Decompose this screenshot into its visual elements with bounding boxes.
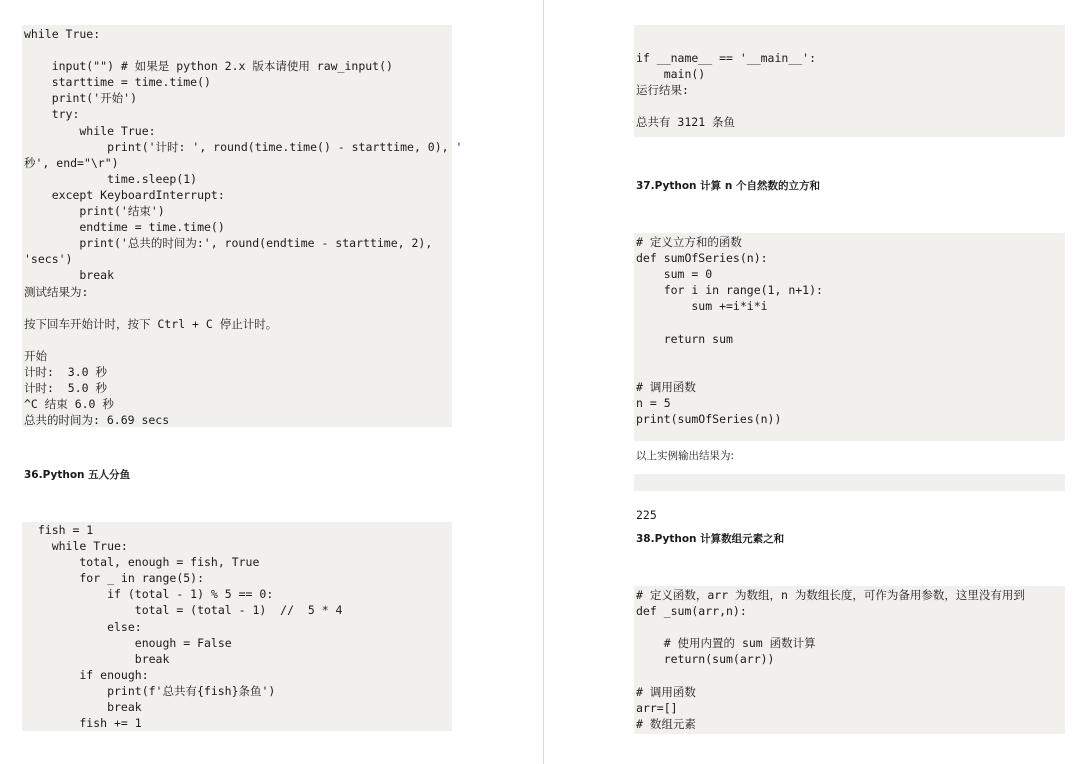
code-line: break	[24, 700, 142, 715]
code-line: while True:	[24, 27, 101, 41]
code-block-fish	[22, 522, 452, 731]
heading-38-array-sum: 38.Python 计算数组元素之和	[636, 533, 785, 545]
code-line: ^C 结束 6.0 秒	[24, 397, 114, 412]
code-line: 总共有 3121 条鱼	[636, 115, 736, 130]
code-line: break	[24, 651, 170, 666]
code-line: n = 5	[636, 395, 671, 410]
code-line: 开始	[24, 348, 47, 363]
code-block-timer	[22, 25, 463, 428]
code-line: for i in range(1, n+1):	[636, 283, 823, 298]
code-line: # 数组元素	[636, 716, 696, 731]
output-note: 以上实例输出结果为:	[636, 450, 735, 462]
code-line: return(sum(arr))	[636, 652, 775, 667]
code-line: for _ in range(5):	[24, 571, 205, 586]
code-line: total = (total - 1) // 5 * 4	[24, 603, 343, 618]
code-line: sum = 0	[636, 267, 713, 282]
code-line: 运行结果:	[636, 83, 689, 98]
code-line: while True:	[24, 123, 156, 138]
code-line: print('计时: ', round(time.time() - starttime, 0), '	[24, 139, 463, 154]
code-block-cube-sum	[634, 233, 1065, 441]
code-line: # 定义函数，arr 为数组，n 为数组长度，可作为备用参数，这里没有用到	[636, 588, 1025, 602]
code-line	[24, 42, 448, 58]
code-line: print(f'总共有{fish}条鱼')	[24, 683, 276, 698]
code-line: enough = False	[24, 635, 232, 650]
code-line	[636, 619, 1061, 635]
code-line: break	[24, 268, 115, 283]
code-line: def _sum(arr,n):	[636, 604, 747, 619]
code-line: sum +=i*i*i	[636, 299, 768, 314]
code-line: 总共的时间为: 6.69 secs	[24, 413, 170, 428]
code-line: endtime = time.time()	[24, 220, 225, 235]
code-block-array-sum	[634, 586, 1065, 734]
code-line: total, enough = fish, True	[24, 555, 260, 570]
code-line: print('结束')	[24, 204, 165, 219]
code-line: 按下回车开始计时，按下 Ctrl + C 停止计时。	[24, 316, 278, 331]
code-line: fish = 1	[24, 523, 94, 537]
code-line: else:	[24, 619, 142, 634]
heading-37-cube-sum: 37.Python 计算 n 个自然数的立方和	[636, 180, 820, 192]
code-line: arr=[]	[636, 700, 678, 715]
code-line: 'secs')	[24, 252, 73, 267]
code-line: except KeyboardInterrupt:	[24, 187, 225, 202]
code-block-main-result	[634, 25, 1065, 137]
output-value: 225	[636, 508, 657, 523]
code-line: main()	[636, 67, 706, 82]
code-line	[636, 314, 1061, 330]
code-line: # 调用函数	[636, 379, 696, 394]
code-line: # 定义立方和的函数	[636, 235, 742, 249]
code-line	[24, 332, 448, 348]
code-line: 计时: 3.0 秒	[24, 364, 107, 379]
output-block	[634, 474, 1065, 523]
code-line	[24, 300, 448, 316]
code-line: fish += 1	[24, 716, 142, 731]
code-line: try:	[24, 107, 80, 122]
code-line: time.sleep(1)	[24, 171, 198, 186]
code-line	[636, 667, 1061, 683]
code-line	[636, 347, 1061, 363]
code-line: if __name__ == '__main__':	[636, 51, 817, 66]
code-line	[636, 98, 1061, 114]
code-line: # 使用内置的 sum 函数计算	[636, 636, 816, 651]
code-line: input("") # 如果是 python 2.x 版本请使用 raw_input()	[24, 59, 393, 74]
heading-36-five-people-fish: 36.Python 五人分鱼	[24, 469, 131, 481]
code-line: if (total - 1) % 5 == 0:	[24, 587, 274, 602]
code-line: def sumOfSeries(n):	[636, 251, 768, 266]
code-line: starttime = time.time()	[24, 75, 211, 90]
code-line: print(sumOfSeries(n))	[636, 412, 782, 427]
code-line: # 调用函数	[636, 684, 696, 699]
code-line: 测试结果为:	[24, 284, 89, 299]
code-line: 计时: 5.0 秒	[24, 381, 107, 396]
code-line: if enough:	[24, 667, 149, 682]
code-line: print('开始')	[24, 91, 138, 106]
code-line: print('总共的时间为:', round(endtime - starttime, 2),	[24, 236, 433, 251]
code-line: while True:	[24, 539, 128, 554]
code-line	[636, 363, 1061, 379]
code-line: return sum	[636, 331, 733, 346]
code-line	[636, 34, 1061, 50]
column-divider	[543, 0, 544, 764]
code-line: 秒', end="\r")	[24, 155, 119, 170]
